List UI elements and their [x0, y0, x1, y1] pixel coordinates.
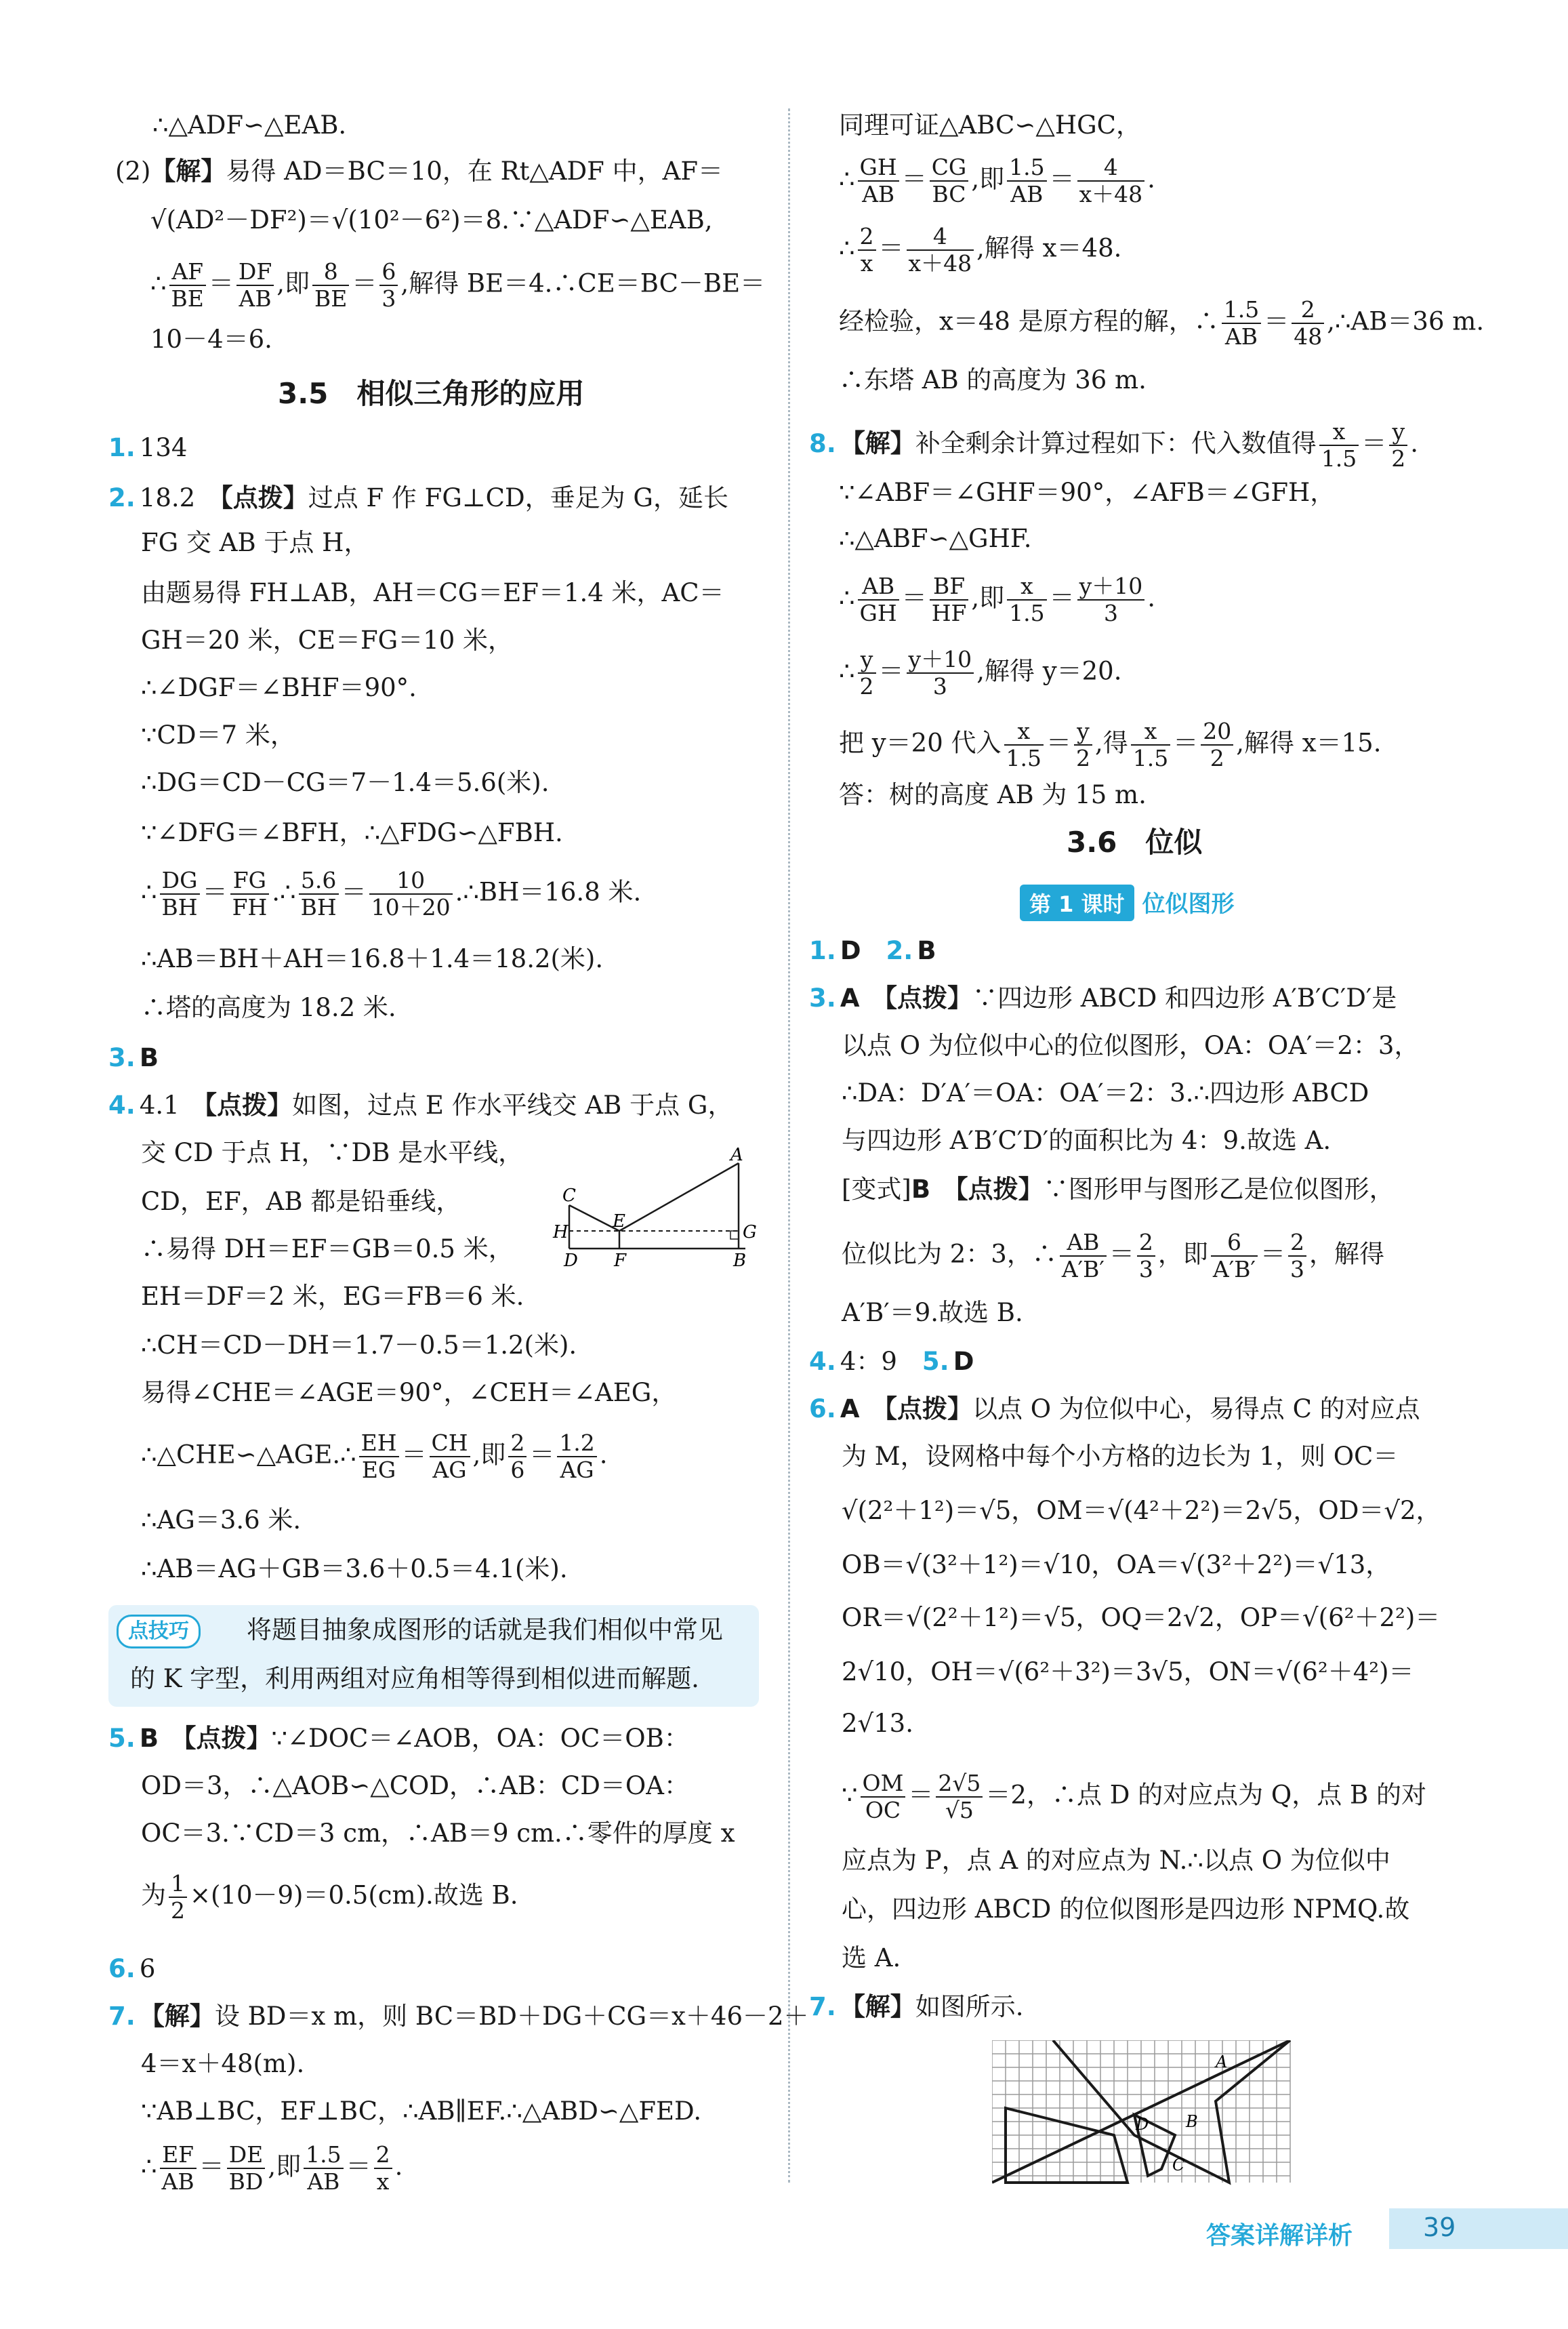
fraction-line: 为 $\frac{1}{2}$ ×(10－9)＝0.5(cm).故选 B.	[141, 1870, 518, 1924]
text-line: 10－4＝6.	[150, 325, 272, 354]
text-line: 答：树的高度 AB 为 15 m.	[839, 780, 1147, 809]
text-line: 4＝x＋48(m).	[141, 2049, 305, 2078]
text-line: 选 A.	[842, 1943, 901, 1972]
text-line: OC＝3.∵CD＝3 cm，∴AB＝9 cm.∴零件的厚度 x	[141, 1819, 735, 1848]
footer-label: 答案详解详析	[1206, 2222, 1353, 2250]
label-C: C	[562, 1186, 576, 1206]
label-D: D	[1136, 2115, 1149, 2134]
answer-7: 7. 【解】设 BD＝x m，则 BC＝BD＋DG＋CG＝x＋46－2＋	[108, 2002, 809, 2031]
fraction-line: ∴ $\frac{DG}{BH}$ ＝ $\frac{FG}{FH}$ .∴ $\frac{5.6}{BH}$ ＝ $\frac{10}{10+20}$ .∴BH＝16.8 米.	[141, 867, 642, 920]
label-B: B	[733, 1251, 747, 1268]
text-line: GH＝20 米，CE＝FG＝10 米，	[141, 626, 514, 655]
tip-text: 将题目抽象成图形的话就是我们相似中常见	[247, 1615, 723, 1644]
answer-6: 6. 6	[108, 1954, 156, 1983]
figure-4-diagram	[549, 1139, 759, 1268]
lesson-badge: 第 1 课时	[1020, 885, 1134, 921]
text-line: OB＝√(3²＋1²)＝√10，OA＝√(3²＋2²)＝√13，	[842, 1550, 1391, 1579]
text-line: ∴AB＝AG＋GB＝3.6＋0.5＝4.1(米).	[141, 1554, 568, 1583]
lesson-title: 位似图形	[1142, 891, 1235, 918]
text-line: ∴△ABF∽△GHF.	[839, 524, 1032, 553]
page-number-bar	[1389, 2208, 1568, 2249]
label-F: F	[614, 1251, 627, 1268]
line-CE	[569, 1205, 619, 1231]
line-EA	[619, 1163, 739, 1231]
text-line: 应点为 P，点 A 的对应点为 N.∴以点 O 为位似中	[842, 1846, 1390, 1875]
tip-badge: 点技巧	[117, 1615, 201, 1648]
text-line: [变式]B 【点拨】∵图形甲与图形乙是位似图形，	[842, 1175, 1395, 1204]
text-line: FG 交 AB 于点 H，	[141, 528, 369, 557]
answer-5: 5. B 【点拨】∵∠DOC＝∠AOB，OA：OC＝OB：	[108, 1724, 689, 1753]
image-shape	[1053, 2040, 1290, 2183]
answer-6: 6. A 【点拨】以点 O 为位似中心，易得点 C 的对应点	[809, 1394, 1420, 1423]
text-line: ∴DA：D′A′＝OA：OA′＝2：3.∴四边形 ABCD	[842, 1078, 1369, 1108]
fraction-line: ∴ $\frac{2}{x}$ ＝ $\frac{4}{x+48}$ ,解得 x＝48.	[839, 223, 1122, 277]
fraction-line: 把 y＝20 代入 $\frac{x}{1.5}$ ＝ $\frac{y}{2}$ ,得 $\frac{x}{1.5}$ ＝ $\frac{20}{2}$ ,解得 x＝15.	[839, 718, 1382, 771]
answer-3: 3. B	[108, 1043, 159, 1072]
fraction-line: ∴ $\frac{EF}{AB}$ ＝ $\frac{DE}{BD}$ ,即 $\frac{1.5}{AB}$ ＝ $\frac{2}{x}$ .	[141, 2141, 403, 2195]
text-line: 由题易得 FH⊥AB，AH＝CG＝EF＝1.4 米，AC＝	[141, 578, 724, 607]
text-line: ∴AG＝3.6 米.	[141, 1505, 302, 1535]
fraction-line: 经检验，x＝48 是原方程的解，∴ $\frac{1.5}{AB}$ ＝ $\frac{2}{48}$ ,∴AB＝36 m.	[839, 296, 1485, 350]
label-H: H	[553, 1222, 569, 1242]
text-line: √(2²＋1²)＝√5，OM＝√(4²＋2²)＝2√5，OD＝√2，	[842, 1496, 1441, 1525]
text-line: ∴CH＝CD－DH＝1.7－0.5＝1.2(米).	[141, 1331, 577, 1360]
text-line: OD＝3，∴△AOB∽△COD，∴AB：CD＝OA：	[141, 1771, 689, 1800]
text-line: ∴DG＝CD－CG＝7－1.4＝5.6(米).	[141, 768, 550, 797]
label-D: D	[564, 1251, 578, 1268]
text-line: ∵∠DFG＝∠BFH，∴△FDG∽△FBH.	[141, 818, 563, 847]
fraction-line: ∴ $\frac{AB}{GH}$ ＝ $\frac{BF}{HF}$ ,即 $\frac{x}{1.5}$ ＝ $\frac{y+10}{3}$ .	[839, 573, 1156, 626]
text-line: ∵∠ABF＝∠GHF＝90°，∠AFB＝∠GFH，	[839, 478, 1336, 507]
text-line: 为 M，设网格中每个小方格的边长为 1，则 OC＝	[842, 1442, 1399, 1471]
label-A: A	[730, 1145, 743, 1165]
text-line: 2√10，OH＝√(6²＋3²)＝3√5，ON＝√(6²＋4²)＝	[842, 1657, 1414, 1686]
lesson-tag	[1020, 885, 1235, 918]
text-line: ∵CD＝7 米，	[141, 721, 295, 750]
section-title: 3.6 位似	[1067, 826, 1203, 859]
answer-1: 1. 134	[108, 433, 188, 462]
text-line: 易得∠CHE＝∠AGE＝90°，∠CEH＝∠AEG，	[141, 1378, 677, 1407]
label-G: G	[743, 1222, 757, 1242]
text-line: 同理可证△ABC∽△HGC，	[839, 110, 1141, 140]
text-line: ∴易得 DH＝EF＝GB＝0.5 米，	[141, 1234, 514, 1263]
text-line: ∴∠DGF＝∠BHF＝90°.	[141, 673, 417, 702]
column-divider	[788, 108, 790, 2183]
text-line: 与四边形 A′B′C′D′的面积比为 4：9.故选 A.	[842, 1126, 1332, 1155]
tip-text: 的 K 字型，利用两组对应角相等得到相似进而解题.	[130, 1664, 699, 1693]
answer-2: 2. 18.2 【点拨】过点 F 作 FG⊥CD，垂足为 G，延长	[108, 483, 728, 512]
answer-7: 7. 【解】如图所示.	[809, 1992, 1024, 2021]
text-line: ∴塔的高度为 18.2 米.	[141, 993, 396, 1022]
label-E: E	[613, 1211, 625, 1232]
page-number: 39	[1423, 2212, 1456, 2242]
text-line: OR＝√(2²＋1²)＝√5，OQ＝2√2，OP＝√(6²＋2²)＝	[842, 1603, 1441, 1632]
text-line: 2√13.	[842, 1709, 913, 1738]
fraction-line: ∴ $\frac{GH}{AB}$ ＝ $\frac{CG}{BC}$ ,即 $\frac{1.5}{AB}$ ＝ $\frac{4}{x+48}$ .	[839, 154, 1155, 207]
label-C: C	[1172, 2155, 1185, 2174]
fraction-line: ∴ $\frac{y}{2}$ ＝ $\frac{y+10}{3}$ ,解得 y＝20.	[839, 646, 1122, 700]
answer-4-5: 4. 4：9 5. D	[809, 1347, 974, 1376]
label-A: A	[1216, 2052, 1228, 2071]
fraction-line: ∴△CHE∽△AGE.∴ $\frac{EH}{EG}$ ＝ $\frac{CH}{AG}$ ,即 $\frac{2}{6}$ ＝ $\frac{1.2}{AG}$ .	[141, 1430, 608, 1483]
text-line: (2)【解】易得 AD＝BC＝10，在 Rt△ADF 中，AF＝	[115, 157, 723, 186]
text-line: 心，四边形 ABCD 的位似图形是四边形 NPMQ.故	[842, 1895, 1410, 1924]
text-line: 以点 O 为位似中心的位似图形，OA：OA′＝2：3，	[842, 1031, 1420, 1060]
text-line: CD，EF，AB 都是铅垂线，	[141, 1187, 461, 1216]
fraction-line: 位似比为 2：3，∴ $\frac{AB}{A'B'}$ ＝ $\frac{2}{3}$ ，即 $\frac{6}{A'B'}$ ＝ $\frac{2}{3}$ ，解得	[842, 1229, 1384, 1282]
answer-1-2: 1. D 2. B	[809, 936, 936, 965]
text-line: ∴△ADF∽△EAB.	[152, 110, 347, 140]
text-line: EH＝DF＝2 米，EG＝FB＝6 米.	[141, 1282, 524, 1311]
text-line: ∵AB⊥BC，EF⊥BC，∴AB∥EF.∴△ABD∽△FED.	[141, 2097, 702, 2126]
answer-8: 8. 【解】补全剩余计算过程如下：代入数值得 $\frac{x}{1.5}$ ＝ $\frac{y}{2}$ .	[809, 418, 1419, 472]
text-line: ∴东塔 AB 的高度为 36 m.	[839, 365, 1147, 394]
answer-4: 4. 4.1 【点拨】如图，过点 E 作水平线交 AB 于点 G，	[108, 1091, 733, 1120]
original-shape	[1006, 2108, 1128, 2183]
fraction-line: ∵ $\frac{OM}{OC}$ ＝ $\frac{2√5}{√5}$ ＝2，∴点 D 的对应点为 Q，点 B 的对	[842, 1770, 1426, 1823]
section-title: 3.5 相似三角形的应用	[278, 377, 585, 410]
text-line: A′B′＝9.故选 B.	[842, 1298, 1023, 1327]
figure-7-grid-diagram	[992, 2040, 1298, 2189]
fraction-line: ∴ $\frac{AF}{BE}$ ＝ $\frac{DF}{AB}$ ,即 $\frac{8}{BE}$ ＝ $\frac{6}{3}$ ,解得 BE＝4.∴CE＝BC－BE＝	[150, 258, 766, 312]
text-line: ∴AB＝BH＋AH＝16.8＋1.4＝18.2(米).	[141, 944, 604, 973]
label-B: B	[1186, 2112, 1198, 2131]
text-line: √(AD²－DF²)＝√(10²－6²)＝8.∵△ADF∽△EAB,	[150, 205, 713, 235]
answer-3: 3. A 【点拨】∵四边形 ABCD 和四边形 A′B′C′D′是	[809, 984, 1397, 1013]
text-line: 交 CD 于点 H，∵DB 是水平线，	[141, 1138, 524, 1167]
